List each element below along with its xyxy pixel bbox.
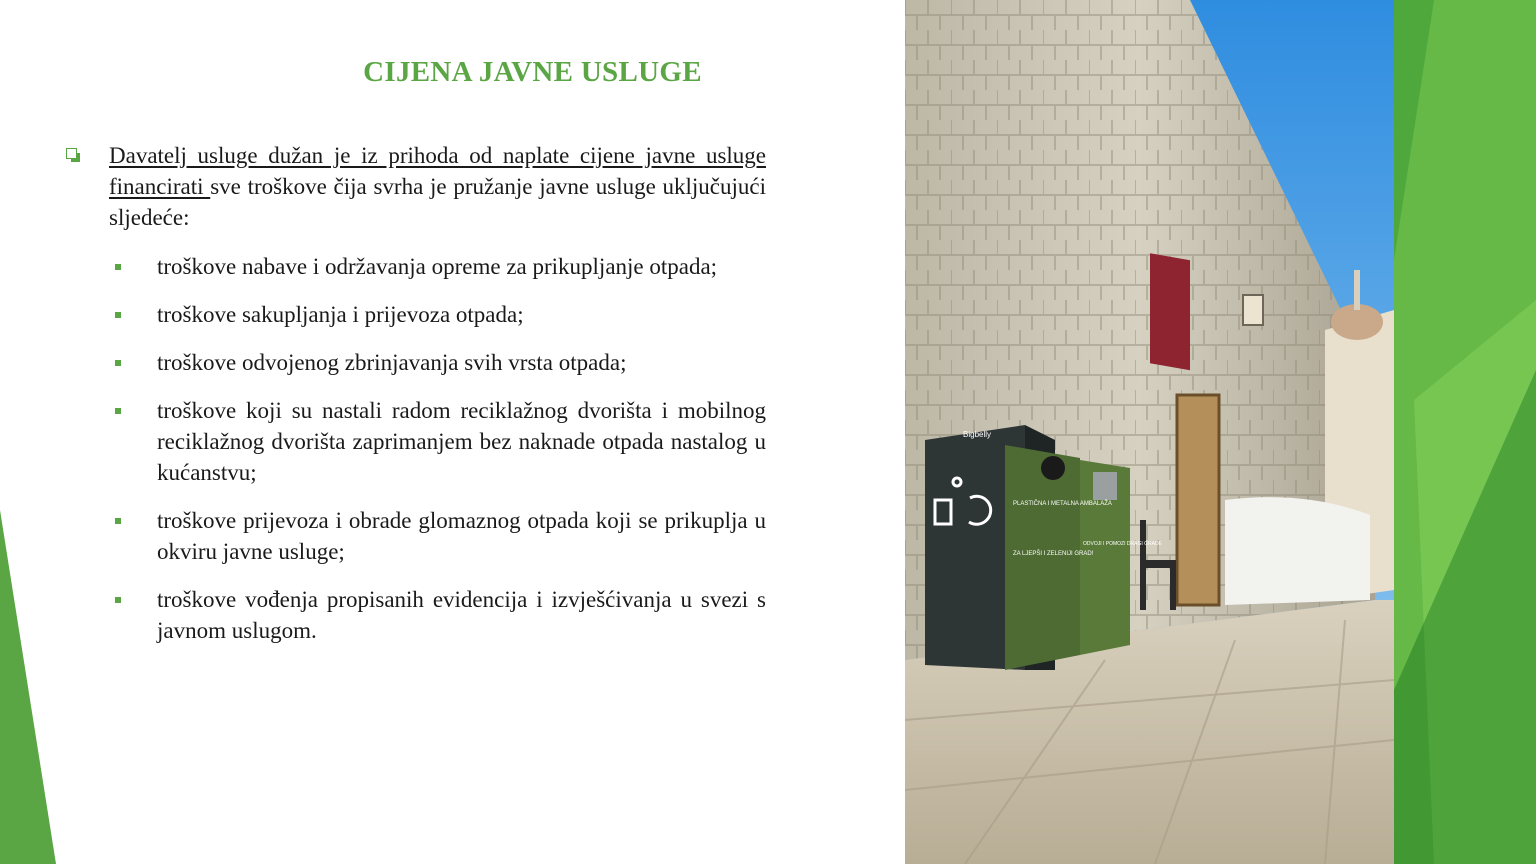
square-bullet-icon xyxy=(115,518,121,524)
intro-paragraph xyxy=(66,140,766,233)
bin-brand: Bigbelly xyxy=(963,430,992,439)
list-item xyxy=(66,299,766,330)
list-item-text: troškove vođenja propisanih evidencija i izvješćivanja u svezi s javnom uslugom. xyxy=(157,587,766,643)
square-bullet-icon xyxy=(115,360,121,366)
list-item xyxy=(66,395,766,488)
list-item-text: troškove odvojenog zbrinjavanja svih vrsta otpada; xyxy=(157,350,627,375)
square-bullet-icon xyxy=(115,264,121,270)
intro-text: sve troškove čija svrha je pružanje javne usluge uključujući sljedeće: xyxy=(109,174,766,230)
checkbox-bullet-icon xyxy=(66,148,77,159)
bin-panel-top: PLASTIČNA I METALNA AMBALAŽA xyxy=(1013,501,1112,507)
list-item xyxy=(66,347,766,378)
bin-slogan-right: ODVOJI I POMOZI DRAGI GRADE xyxy=(1083,541,1162,547)
list-item xyxy=(66,584,766,646)
bin-slogan-left: ZA LJEPŠI I ZELENIJI GRAD! xyxy=(1013,551,1094,557)
street-bins-photo xyxy=(905,0,1394,864)
square-bullet-icon xyxy=(115,408,121,414)
list-item xyxy=(66,251,766,282)
right-green-strip xyxy=(1394,0,1536,864)
square-bullet-icon xyxy=(115,597,121,603)
intro-underlined-text: Davatelj usluge dužan je iz prihoda od naplate cijene javne usluge financirati xyxy=(109,143,766,199)
list-item-text: troškove sakupljanja i prijevoza otpada; xyxy=(157,302,524,327)
slide-body xyxy=(66,140,766,663)
slide-title: CIJENA JAVNE USLUGE xyxy=(363,56,702,88)
list-item xyxy=(66,505,766,567)
list-item-text: troškove prijevoza i obrade glomaznog otpada koji se prikuplja u okviru javne usluge; xyxy=(157,508,766,564)
cost-list xyxy=(66,251,766,646)
left-green-wedge xyxy=(0,0,60,864)
list-item-text: troškove nabave i održavanja opreme za prikupljanje otpada; xyxy=(157,254,718,279)
square-bullet-icon xyxy=(115,312,121,318)
photo-illustration xyxy=(905,0,1394,864)
list-item-text: troškove koji su nastali radom reciklažnog dvorišta i mobilnog reciklažnog dvorišta zaprimanjem bez naknade otpada nastalog u kućanstvu; xyxy=(157,398,766,485)
